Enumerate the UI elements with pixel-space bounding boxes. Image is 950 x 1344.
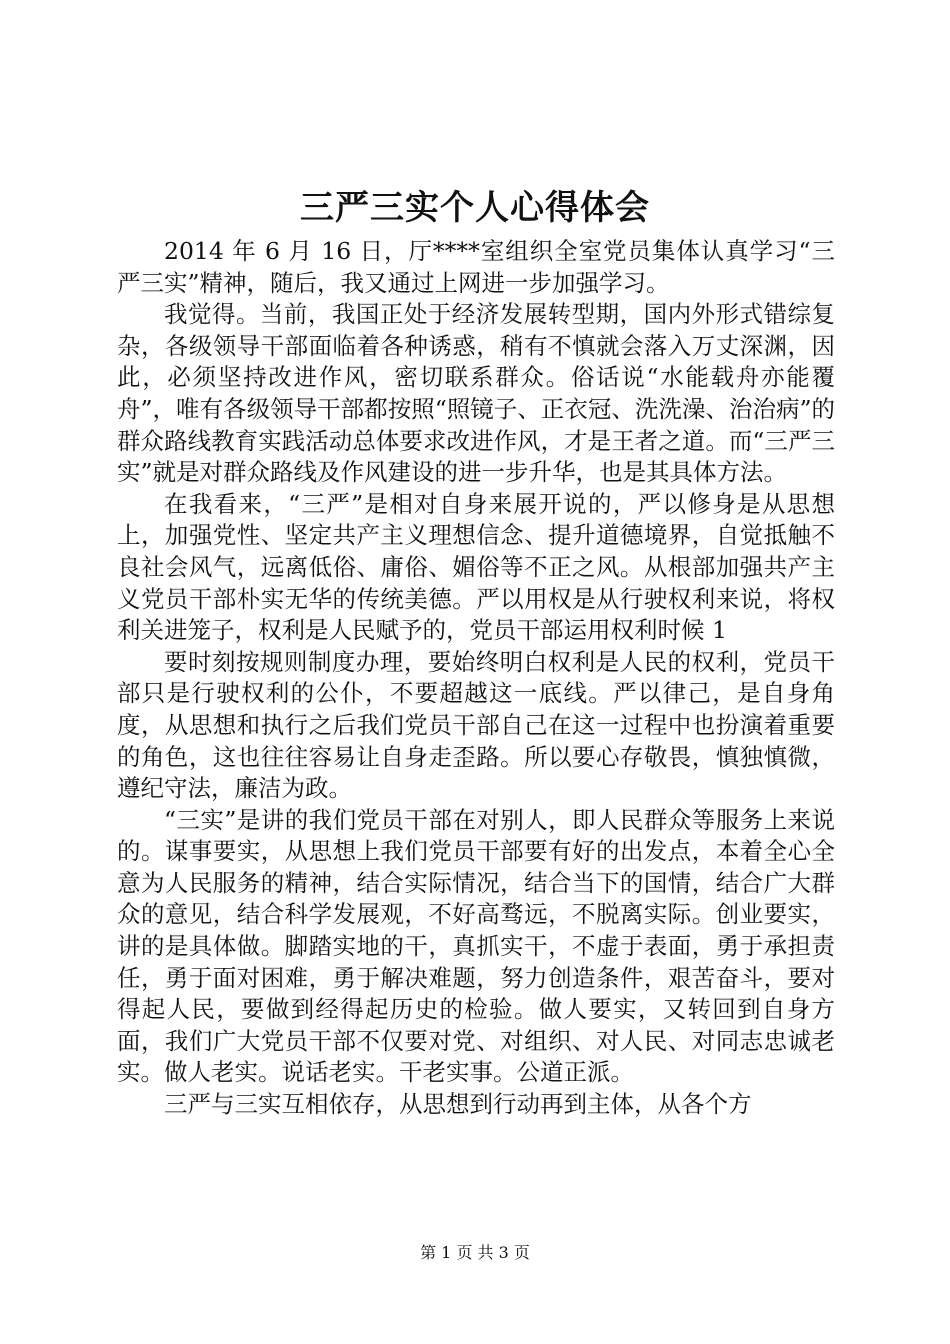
document-title: 三严三实个人心得体会 [300,188,650,228]
paragraph-4: 要时刻按规则制度办理，要始终明白权利是人民的权利，党员干部只是行驶权利的公仆，不要超越这一底线。严以律己，是自身角度，从思想和执行之后我们党员干部自己在这一过程中也扮演着重要的角色，这也往往容易让自身走歪路。所以要心存敬畏，慎独慎微，遵纪守法，廉洁为政。 [117,647,835,803]
paragraph-6: 三严与三实互相依存，从思想到行动再到主体，从各个方 [164,1090,752,1119]
document-body [117,236,835,1121]
page-footer: 第 1 页 共 3 页 [420,1243,530,1262]
paragraph-2: 我觉得。当前，我国正处于经济发展转型期，国内外形式错综复杂，各级领导干部面临着各种诱惑，稍有不慎就会落入万丈深渊，因此，必须坚持改进作风，密切联系群众。俗话说“水能载舟亦能覆舟”，唯有各级领导干部都按照“照镜子、正衣冠、洗洗澡、治治病”的群众路线教育实践活动总体要求改进作风，才是王者之道。而“三严三实”就是对群众路线及作风建设的进一步升华，也是其具体方法。 [117,300,835,487]
paragraph-5: “三实”是讲的我们党员干部在对别人，即人民群众等服务上来说的。谋事要实，从思想上我们党员干部要有好的出发点，本着全心全意为人民服务的精神，结合实际情况，结合当下的国情，结合广大群众的意见，结合科学发展观，不好高骛远，不脱离实际。创业要实，讲的是具体做。脚踏实地的干，真抓实干，不虚于表面，勇于承担责任，勇于面对困难，勇于解决难题，努力创造条件，艰苦奋斗，要对得起人民，要做到经得起历史的检验。做人要实，又转回到自身方面，我们广大党员干部不仅要对党、对组织、对人民、对同志忠诚老实。做人老实。说话老实。干老实事。公道正派。 [117,805,835,1087]
paragraph-3: 在我看来，“三严”是相对自身来展开说的，严以修身是从思想上，加强党性、坚定共产主义理想信念、提升道德境界，自觉抵触不良社会风气，远离低俗、庸俗、媚俗等不正之风。从根部加强共产主义党员干部朴实无华的传统美德。严以用权是从行驶权利来说，将权利关进笼子，权利是人民赋予的，党员干部运用权利时候 1 [117,489,835,645]
paragraph-1: 2014 年 6 月 16 日，厅****室组织全室党员集体认真学习“三严三实”精神，随后，我又通过上网进一步加强学习。 [117,237,835,297]
